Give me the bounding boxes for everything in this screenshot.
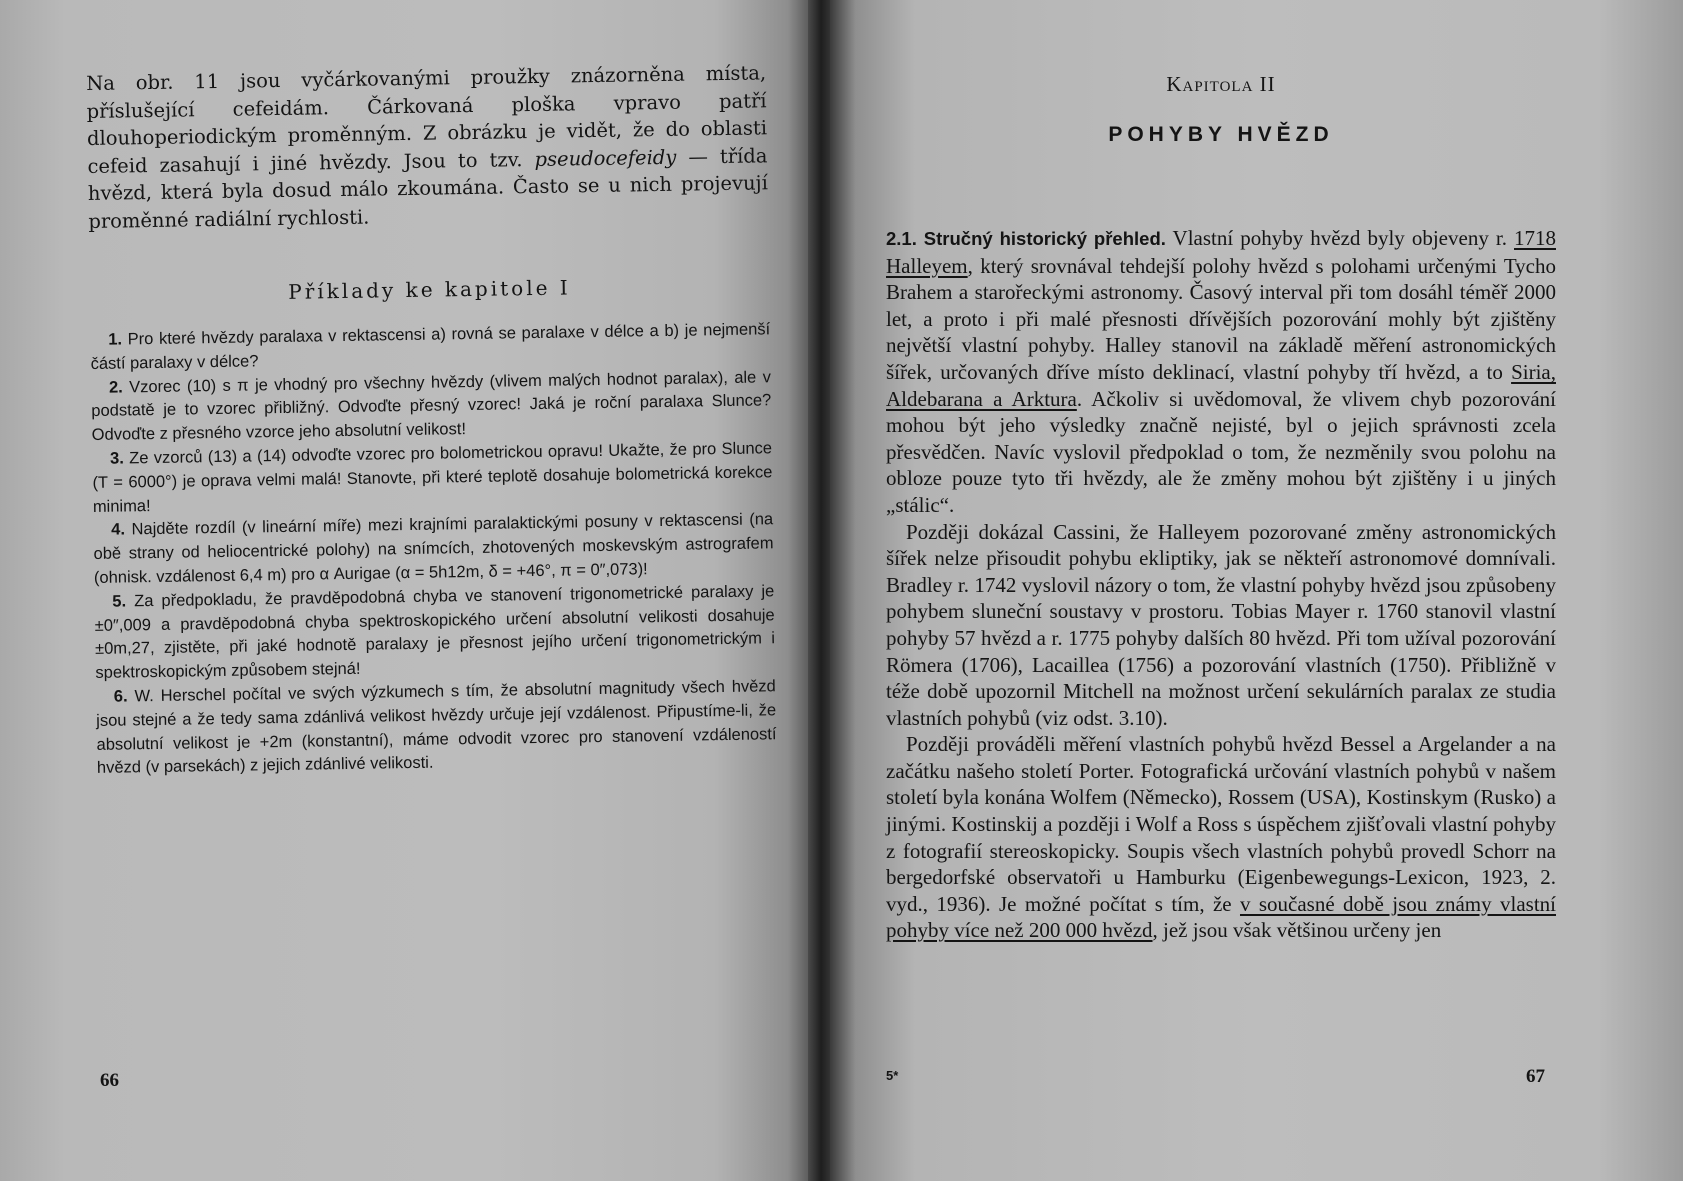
paragraph-text: , jež jsou však většinou určeny jen [1152,918,1442,943]
example-text: Pro které hvězdy paralaxa v rektascensi a) rovná se paralaxe v délce a b) je nejmenší částí paralaxy v délce? [90,320,771,373]
page-number-left: 66 [100,1070,119,1091]
example-number: 3. [109,449,125,468]
intro-text-b: — třída hvězd, která byla dosud málo zkoumána. Často se u nich projevují proměnné radiální rychlosti. [87,143,769,233]
example-text: Vzorec (10) s π je vhodný pro všechny hvězdy (vlivem malých hodnot paralax), ale v podstatě je to vzorec přibližný. Odvoďte přesný vzorec! Jaká je roční paralaxa Slunce? Odvoďte z přesného vzorce jeho absolutní velikost! [91,367,772,445]
paragraph-text: Vlastní pohyby hvězd byly objeveny r. [1165,226,1514,250]
chapter-body [886,225,1556,944]
right-page-content [886,72,1556,944]
example-text: W. Herschel počítal ve svých výzkumech s tím, že absolutní magnitudy všech hvězd jsou stejné a že tedy sama zdánlivá velikost hvězdy určuje její vzdálenost. Připustíme-li, že absolutní velikost je +2m (konstantní), máme odvodit vzorec pro stanovení vzdáleností hvězd (v parsekách) z jejich zdánlivé velikosti. [96,677,777,778]
example-text: Za předpokladu, že pravděpodobná chyba ve stanovení trigonometrické paralaxy je ±0″,009 a pravděpodobná chyba spektroskopického určení absolutní velikosti dosahuje ±0m,27, zjistěte, při jaké hodnotě paralaxy je přesnost jejího určení trigonometrickým i spektroskopickým způsobem stejná! [94,582,776,683]
chapter-label: Kapitola II [1166,72,1276,96]
body-paragraph [886,225,1556,519]
right-page [830,0,1683,1181]
left-page [0,0,812,1181]
underlined-text: Siria, Aldebarana a Arktura [886,359,1556,411]
example-number: 5. [112,592,127,611]
body-paragraph: Později dokázal Cassini, že Halleyem pozorované změny astronomických šířek nelze přisoudit pohybu ekliptiky, jak se někteří astronomové domnívali. Bradley r. 1742 vyslovil názory o tom, že vlastní pohyby hvězd jsou způsobeny pohybem sluneční soustavy v prostoru. Tobias Mayer r. 1760 stanovil vlastní pohyby 57 hvězd a r. 1775 pohyby dalších 80 hvězd. Při tom užíval pozorování Römera (1706), Lacaillea (1756) a pozorování vlastních (1750). Přibližně v téže době upozornil Mitchell na možnost určení sekulárních paralax ze studia vlastních pohybů (viz odst. 3.10). [886,519,1556,730]
examples-list [90,318,777,781]
paragraph-text: , který srovnával tehdejší polohy hvězd s polohami určenými Tycho Brahem a starořeckými astronomy. Časový interval při tom dosáhl téměř 2000 let, a proto i při malé přesnosti dřívějších pozorování mohly být zjištěny největší vlastní pohyby. Halley stanovil na základě měření astronomických šířek, určovaných dříve místo deklinací, vlastní pohyby tří hvězd, a to [886,253,1556,384]
body-paragraph [886,731,1556,944]
example-item [92,437,773,519]
intro-term-pseudocefeidy: pseudocefeidy [534,145,677,171]
chapter-title: POHYBY HVĚZD [1108,123,1334,146]
paragraph-text: . Ačkoliv si uvědomoval, že vlivem chyb pozorování mohou být jeho výsledky značně nejisté, byl o jejich správnosti zcela přesvědčen. Navíc vyslovil předpoklad o tom, že nezměnily svou polohu na obloze pouze tyto tři hvězdy, ale že změny mohou být zjištěny i u jiných „stálic“. [886,386,1556,517]
example-item [96,675,777,781]
example-item [94,580,775,686]
section-heading: 2.1. Stručný historický přehled. [886,228,1166,249]
example-text: Najděte rozdíl (v lineární míře) mezi krajními paralaktickými posuny v rektascensi (na obě strany od heliocentrické polohy) na snímcích, zhotovených moskevským astrografem (ohnisk. vzdálenost 6,4 m) pro α Aurigae (α = 5h12m, δ = +46°, π = 0″,073)! [93,510,774,587]
page-number-right: 67 [1526,1066,1545,1087]
example-item [93,509,774,591]
example-text: Ze vzorců (13) a (14) odvoďte vzorec pro bolometrickou opravu! Ukažte, že pro Slunce (T = 6000°) je oprava velmi malá! Stanovte, při které teplotě dosahuje bolometrická korekce minima! [92,439,773,516]
example-item [91,366,772,448]
underlined-text: v současné době jsou známy vlastní pohyby více než 200 000 hvězd [886,891,1556,943]
signature-mark: 5* [886,1068,899,1083]
underlined-text: 1718 Halleyem [886,226,1556,278]
paragraph-text: Později prováděli měření vlastních pohybů hvězd Bessel a Argelander a na začátku našeho století Porter. Fotografická určování vlastních pohybů v našem století byla konána Wolfem (Německo), Rossem (USA), Kostinskym (Rusko) a jinými. Kostinskij a později i Wolf a Ross s úspěchem zjišťovali vlastní pohyby z fotografií stereoskopicky. Soupis všech vlastních pohybů provedl Schorr na bergedorfské observatoři u Hamburku (Eigenbewegungs-Lexicon, 1923, 2. vyd., 1936). Je možné počítat s tím, že [886,732,1556,916]
left-page-content [86,59,777,781]
example-number: 4. [111,520,126,540]
example-number: 2. [108,378,123,397]
example-number: 6. [113,687,128,706]
examples-heading: Příklady ke kapitole I [288,275,571,304]
intro-text-a: Na obr. 11 jsou vyčárkovanými proužky znázorněna místa, příslušející cefeidám. Čárkovaná ploška vpravo patří dlouhoperiodickým proměnným. Z obrázku je vidět, že do oblasti cefeid zasahují i jiné hvězdy. Jsou to tzv. [86,61,768,178]
example-number: 1. [108,330,123,349]
intro-paragraph [86,59,769,235]
